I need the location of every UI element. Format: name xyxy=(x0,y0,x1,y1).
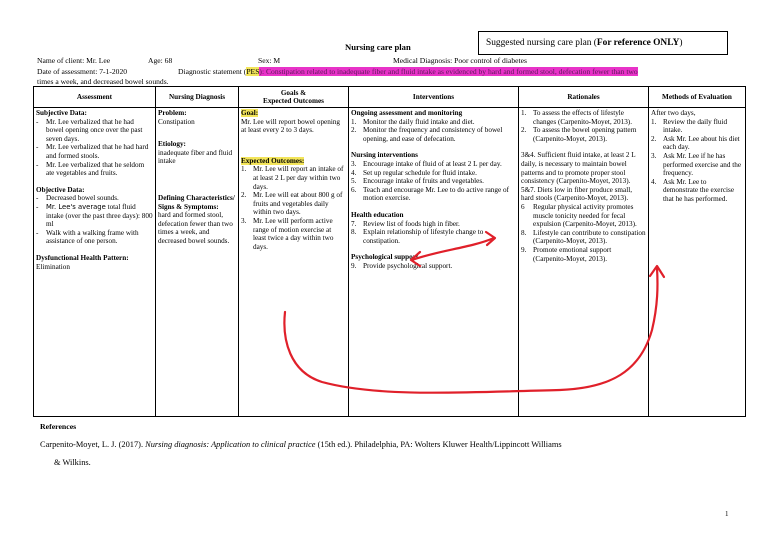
list-item: 2. Monitor the frequency and consistency of bowel opening, and ease of defecation. xyxy=(351,126,503,143)
objective-item xyxy=(36,203,153,229)
ongoing-list xyxy=(351,118,516,144)
table-body-row xyxy=(34,108,746,417)
pattern-heading: Dysfunctional Health Pattern: xyxy=(36,253,129,262)
nursing-heading: Nursing interventions xyxy=(351,151,418,160)
evaluation-cell xyxy=(649,108,746,417)
rationale-3-4: 3&4. Sufficient fluid intake, at least 2 L daily, is necessary to maintain bowel patterns and to promote proper stool consistency (Carpenito-Moyet, 2013). xyxy=(521,151,636,186)
goal-value: Mr. Lee will report bowel opening at least every 2 to 3 days. xyxy=(241,117,341,135)
reference-note-box xyxy=(478,31,728,55)
psych-list xyxy=(351,262,516,271)
rationales-list-b xyxy=(521,203,646,263)
list-item: 1. Mr. Lee will report an intake of at least 2 L per day within two days. xyxy=(241,165,344,191)
header-rationales: Rationales xyxy=(519,87,649,108)
diagnostic-statement xyxy=(178,67,638,76)
assessment-cell xyxy=(34,108,156,417)
subjective-heading: Subjective Data: xyxy=(36,109,87,117)
nursing-list xyxy=(351,160,516,203)
objective-heading: Objective Data: xyxy=(36,185,85,194)
page-number: 1 xyxy=(725,510,729,518)
evaluation-list xyxy=(651,118,743,204)
outcomes-heading: Expected Outcomes: xyxy=(241,156,305,165)
list-item: 4. Ask Mr. Lee to demonstrate the exercise that he has performed. xyxy=(651,177,735,203)
references-heading: References xyxy=(40,422,77,431)
rationale-5-7: 5&7. Diets low in fiber produce small, hard stools (Carpenito-Moyet, 2013). xyxy=(521,185,632,203)
outcomes-list xyxy=(241,165,346,251)
list-item: 3. Ask Mr. Lee if he has performed exercise and the frequency. xyxy=(651,151,742,178)
list-item: 2. Mr. Lee will eat about 800 g of fruits and vegetables daily within two days. xyxy=(241,191,343,217)
client-name: Name of client: Mr. Lee xyxy=(37,56,111,65)
page-title: Nursing care plan xyxy=(345,42,411,52)
list-item: 9. Provide psychological support. xyxy=(351,261,453,270)
goals-cell xyxy=(239,108,349,417)
subjective-list xyxy=(36,118,153,178)
evaluation-intro: After two days, xyxy=(651,109,696,117)
education-list xyxy=(351,220,516,246)
list-item: 6 Regular physical activity promotes muscle tonicity needed for fecal expulsion (Carpenito-Moyet, 2013). xyxy=(521,202,637,229)
objective-item: - Walk with a walking frame with assistance of one person. xyxy=(36,229,153,246)
diagnostic-text: ): Constipation related to inadequate fiber and fluid intake as evidenced by hard and formed stool, defecation fewer than two xyxy=(259,67,638,76)
medical-diagnosis: Medical Diagnosis: Poor control of diabetes xyxy=(393,56,527,65)
header-goals-line1: Goals & xyxy=(280,88,307,97)
objective-item-text: total fluid intake (over the past three days): 800 ml xyxy=(46,202,153,229)
list-item: 2. Ask Mr. Lee about his diet each day. xyxy=(651,134,740,152)
subjective-item: - Mr. Lee verbalized that he had hard and formed stools. xyxy=(36,143,153,160)
list-item: 8. Lifestyle can contribute to constipation (Carpenito-Moyet, 2013). xyxy=(521,228,646,246)
objective-item: - Decreased bowel sounds. xyxy=(36,194,153,203)
reference-note-suffix: ) xyxy=(679,38,683,48)
reference-note-bold: For reference ONLY xyxy=(596,38,680,48)
reference-title: Nursing diagnosis: Application to clinical practice xyxy=(145,440,316,449)
reference-note-prefix: Suggested nursing care plan ( xyxy=(486,38,597,48)
table-header-row xyxy=(34,87,746,108)
list-item: 6. Teach and encourage Mr. Lee to do active range of motion exercise. xyxy=(351,185,509,203)
subjective-item: - Mr. Lee verbalized that he seldom ate vegetables and fruits. xyxy=(36,161,153,178)
list-item: 9. Promote emotional support (Carpenito-Moyet, 2013). xyxy=(521,245,612,263)
objective-list xyxy=(36,194,153,246)
diagnostic-continuation: times a week, and decreased bowel sounds. xyxy=(37,77,169,86)
list-item: 5. Encourage intake of fruits and vegetables. xyxy=(351,177,484,186)
reference-suffix: (15th ed.). Philadelphia, PA: Wolters Kluwer Health/Lippincott Williams xyxy=(315,440,562,449)
rationales-cell xyxy=(519,108,649,417)
goal-heading: Goal: xyxy=(241,109,259,117)
client-sex: Sex: M xyxy=(258,56,281,65)
list-item: 8. Explain relationship of lifestyle change to constipation. xyxy=(351,228,484,245)
defining-heading: Defining Characteristics/ Signs & Symptoms: xyxy=(158,193,235,211)
assessment-date: Date of assessment: 7-1-2020 xyxy=(37,67,128,76)
problem-heading: Problem: xyxy=(158,109,187,117)
list-item: 2. To assess the bowel opening pattern (Carpenito-Moyet, 2013). xyxy=(521,126,637,143)
header-goals-line2: Expected Outcomes xyxy=(263,97,324,105)
reference-entry-cont: & Wilkins. xyxy=(54,458,91,467)
header-evaluation: Methods of Evaluation xyxy=(649,87,746,108)
handwritten-correction: Mr. Lee's average xyxy=(46,202,106,211)
etiology-heading: Etiology: xyxy=(158,140,186,149)
care-plan-table xyxy=(33,86,746,417)
subjective-item: - Mr. Lee verbalized that he had bowel opening once over the past seven days. xyxy=(36,118,153,144)
problem-value: Constipation xyxy=(158,117,195,126)
diagnostic-pes: PES xyxy=(246,67,260,76)
reference-prefix: Carpenito-Moyet, L. J. (2017). xyxy=(40,440,146,449)
ongoing-heading: Ongoing assessment and monitoring xyxy=(351,109,463,117)
list-item: 3. Encourage intake of fluid of at least 2 L per day. xyxy=(351,159,502,168)
pattern-value: Elimination xyxy=(36,262,70,271)
header-goals xyxy=(239,87,349,108)
list-item: 1. Review the daily fluid intake. xyxy=(651,117,728,135)
defining-value: hard and formed stool, defecation fewer than two times a week, and decreased bowel sounds. xyxy=(158,211,233,245)
list-item: 1. To assess the effects of lifestyle changes (Carpenito-Moyet, 2013). xyxy=(521,109,633,126)
diagnosis-cell xyxy=(156,108,239,417)
header-nursing-diagnosis: Nursing Diagnosis xyxy=(156,87,239,108)
rationales-list-a xyxy=(521,109,646,143)
reference-entry xyxy=(40,440,562,449)
interventions-cell xyxy=(349,108,519,417)
header-assessment: Assessment xyxy=(34,87,156,108)
diagnostic-label: Diagnostic statement ( xyxy=(178,67,247,76)
list-item: 3. Mr. Lee will perform active range of motion exercise at least twice a day within two days. xyxy=(241,216,334,251)
list-item: 4. Set up regular schedule for fluid intake. xyxy=(351,168,477,177)
etiology-value: inadequate fiber and fluid intake xyxy=(158,148,233,166)
list-item: 7. Review list of foods high in fiber. xyxy=(351,219,460,228)
client-age: Age: 68 xyxy=(148,56,173,65)
psych-heading: Psychological support xyxy=(351,253,419,262)
header-interventions: Interventions xyxy=(349,87,519,108)
education-heading: Health education xyxy=(351,210,404,219)
list-item: 1. Monitor the daily fluid intake and diet. xyxy=(351,117,475,126)
